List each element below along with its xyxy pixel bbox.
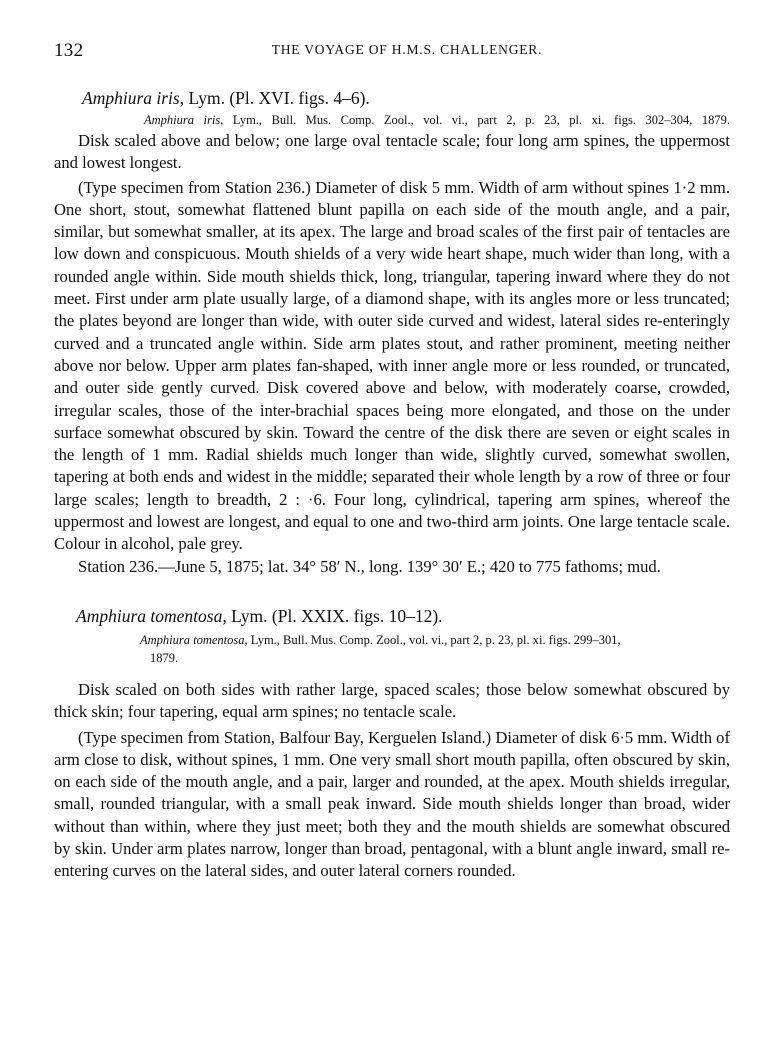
species-heading-amphiura-tomentosa (54, 605, 730, 627)
station-paragraph: Station 236.—June 5, 1875; lat. 34° 58′ N., long. 139° 30′ E.; 420 to 775 fathoms; mud. (78, 556, 661, 576)
species-heading-amphiura-iris (54, 87, 730, 109)
citation-text: , Lym., Bull. Mus. Comp. Zool., vol. vi., part 2, p. 23, pl. xi. figs. 302–304, 1879. (220, 113, 730, 127)
citation-species-name: Amphiura tomentosa (140, 632, 245, 647)
species-heading-rest: , Lym. (Pl. XXIX. figs. 10–12). (222, 605, 443, 626)
citation-amphiura-tomentosa (54, 631, 730, 667)
species-heading-rest: , Lym. (Pl. XVI. figs. 4–6). (179, 88, 370, 108)
diagnosis-paragraph: Disk scaled above and below; one large oval tentacle scale; four long arm spines, the uppermost and lowest longest. (54, 131, 730, 173)
citation-amphiura-iris (54, 111, 730, 129)
description-paragraph: (Type specimen from Station 236.) Diameter of disk 5 mm. Width of arm without spines 1·2 mm. One short, stout, somewhat flattened blunt papilla on each side of the mouth angle, and a pair, similar, but somewhat smaller, at its apex. The large and broad scales of the first pair of tentacles are low down and conspicuous. Mouth shields of a very wide heart shape, much wider than long, with a rounded angle within. Side mouth shields thick, long, triangular, tapering inward where they do not meet. First under arm plate usually large, of a diamond shape, with its angles more or less truncated; the plates beyond are longer than wide, with outer side curved and widest, lateral sides re-enteringly curved and a truncated angle within. Side arm plates stout, and rather prominent, meeting neither above nor below. Upper arm plates fan-shaped, with inner angle more or less rounded, or truncated, and outer side gently curved. Disk covered above and below, with moderately coarse, crowded, irregular scales, those of the inter-brachial spaces being more elongated, and those on the under surface somewhat obscured by skin. Toward the centre of the disk there are seven or eight scales in the length of 1 mm. Radial shields much longer than wide, slightly curved, somewhat swollen, tapering at both ends and widest in the middle; separated their whole length by a row of three or four large scales; length to breadth, 2 : ·6. Four long, cylindrical, tapering arm spines, whereof the uppermost and lowest are longest, and equal to one and two-third arm joints. One large tentacle scale. Colour in alcohol, pale grey. (54, 177, 730, 554)
book-page (54, 38, 730, 883)
citation-year: 1879. (150, 650, 179, 665)
description-paragraph: (Type specimen from Station, Balfour Bay, Kerguelen Island.) Diameter of disk 6·5 mm. Width of arm close to disk, without spines, 1 mm. One very small short mouth papilla, often obscured by skin, on each side of the mouth angle, and a pair, larger and rounded, at the apex. Mouth shields irregular, small, rounded triangular, with a small peak inward. Side mouth shields longer than broad, wider without than within, where they just meet; both they and the mouth shields are somewhat obscured by skin. Under arm plates narrow, longer than broad, pentagonal, with a blunt angle inward, small re-entering curves on the lateral sides, and outer lateral corners rounded. (54, 727, 730, 881)
citation-text: , Lym., Bull. Mus. Comp. Zool., vol. vi., part 2, p. 23, pl. xi. figs. 299–301, (244, 632, 621, 647)
running-title: THE VOYAGE OF H.M.S. CHALLENGER. (271, 42, 543, 57)
species-name: Amphiura iris (82, 88, 180, 108)
citation-species-name: Amphiura iris (144, 113, 221, 127)
page-number: 132 (54, 40, 84, 61)
species-name: Amphiura tomentosa (76, 605, 223, 626)
diagnosis-paragraph: Disk scaled on both sides with rather large, spaced scales; those below somewhat obscured by thick skin; four tapering, equal arm spines; no tentacle scale. (54, 679, 730, 722)
running-head (54, 38, 730, 64)
